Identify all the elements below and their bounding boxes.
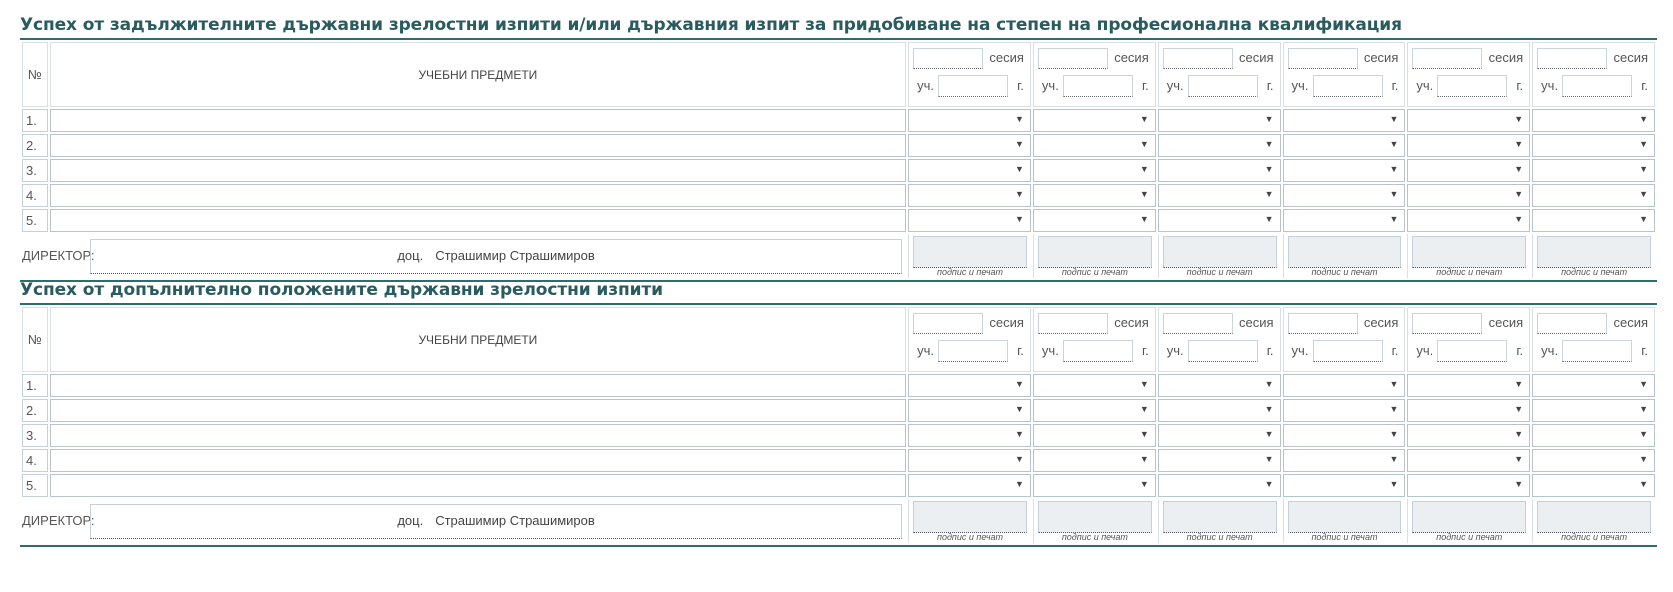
row-number: 5.	[22, 474, 48, 497]
caret-down-icon: ▼	[1015, 429, 1024, 439]
caret-down-icon: ▼	[1139, 164, 1149, 174]
grade-select[interactable]	[908, 399, 1031, 422]
row-number: 3.	[22, 159, 48, 182]
caret-down-icon: ▼	[1514, 454, 1524, 464]
session-label: сесия	[1363, 315, 1399, 330]
session-input[interactable]	[1288, 313, 1358, 334]
signature-caption: подпис и печат	[1311, 532, 1378, 542]
grade-select[interactable]	[1158, 424, 1281, 447]
grade-select[interactable]	[1283, 184, 1406, 207]
caret-down-icon: ▼	[1139, 189, 1149, 199]
subject-input[interactable]	[50, 209, 906, 232]
grade-select[interactable]	[1532, 184, 1655, 207]
caret-down-icon: ▼	[1264, 379, 1274, 389]
director-label: ДИРЕКТОР:	[22, 248, 95, 263]
caret-down-icon: ▼	[1015, 379, 1024, 389]
grade-select[interactable]	[1033, 424, 1156, 447]
session-label: сесия	[1363, 50, 1399, 65]
subject-input[interactable]	[50, 159, 906, 182]
signature-cell	[1532, 234, 1655, 278]
signature-caption: подпис и печат	[1061, 267, 1128, 277]
caret-down-icon: ▼	[1389, 114, 1399, 124]
school-year-prefix: уч.	[1166, 78, 1184, 93]
year-suffix: г.	[1017, 343, 1024, 358]
caret-down-icon: ▼	[1639, 404, 1648, 414]
signature-cell	[908, 499, 1031, 543]
caret-down-icon: ▼	[1389, 429, 1399, 439]
director-name-line	[91, 248, 901, 263]
subject-input[interactable]	[50, 374, 906, 397]
year-suffix: г.	[1141, 343, 1149, 358]
school-year-prefix: уч.	[1166, 343, 1184, 358]
session-input[interactable]	[913, 313, 983, 334]
caret-down-icon: ▼	[1514, 404, 1524, 414]
year-suffix: г.	[1266, 343, 1274, 358]
year-suffix: г.	[1516, 343, 1524, 358]
signature-cell	[1033, 499, 1156, 543]
session-label: сесия	[1488, 50, 1524, 65]
director-name: Страшимир Страшимиров	[435, 513, 595, 528]
session-header	[1407, 42, 1530, 107]
caret-down-icon: ▼	[1639, 139, 1648, 149]
caret-down-icon: ▼	[1389, 189, 1399, 199]
grade-select[interactable]	[1532, 134, 1655, 157]
row-number: 4.	[22, 449, 48, 472]
school-year-prefix: уч.	[917, 343, 934, 358]
grade-select[interactable]	[1283, 449, 1406, 472]
signature-field[interactable]	[1412, 236, 1526, 268]
session-header	[1407, 307, 1530, 372]
subject-input[interactable]	[50, 399, 906, 422]
signature-cell	[1283, 234, 1406, 278]
caret-down-icon: ▼	[1639, 454, 1648, 464]
session-header	[1283, 42, 1406, 107]
row-number: 4.	[22, 184, 48, 207]
grade-select[interactable]	[1407, 159, 1530, 182]
signature-field[interactable]	[1537, 501, 1651, 533]
caret-down-icon: ▼	[1514, 214, 1524, 224]
caret-down-icon: ▼	[1389, 139, 1399, 149]
school-year-input[interactable]	[1313, 340, 1383, 362]
signature-cell	[1033, 234, 1156, 278]
grade-select[interactable]	[1532, 374, 1655, 397]
grade-select[interactable]	[1283, 159, 1406, 182]
grade-select[interactable]	[1532, 449, 1655, 472]
exam-section	[20, 12, 1657, 282]
director-field[interactable]	[90, 239, 902, 274]
session-label: сесия	[1114, 315, 1149, 330]
school-year-input[interactable]	[1437, 75, 1507, 97]
school-year-input[interactable]	[1313, 75, 1383, 97]
school-year-prefix: уч.	[1041, 78, 1059, 93]
caret-down-icon: ▼	[1264, 214, 1274, 224]
table-row	[22, 449, 1655, 472]
school-year-input[interactable]	[938, 340, 1008, 362]
signature-field[interactable]	[1163, 501, 1277, 533]
caret-down-icon: ▼	[1264, 189, 1274, 199]
grade-select[interactable]	[1407, 474, 1530, 497]
caret-down-icon: ▼	[1139, 114, 1149, 124]
session-header	[908, 307, 1031, 372]
caret-down-icon: ▼	[1015, 164, 1024, 174]
session-header	[1532, 307, 1655, 372]
grade-select[interactable]	[1033, 474, 1156, 497]
row-number: 5.	[22, 209, 48, 232]
caret-down-icon: ▼	[1015, 404, 1024, 414]
signature-caption: подпис и печат	[937, 267, 1004, 277]
signature-cell	[1407, 234, 1530, 278]
school-year-input[interactable]	[1562, 340, 1632, 362]
grade-select[interactable]	[1158, 109, 1281, 132]
grade-select[interactable]	[1283, 109, 1406, 132]
caret-down-icon: ▼	[1639, 164, 1648, 174]
session-input[interactable]	[1537, 48, 1607, 69]
signature-cell	[1407, 499, 1530, 543]
caret-down-icon: ▼	[1639, 429, 1648, 439]
subject-input[interactable]	[50, 184, 906, 207]
caret-down-icon: ▼	[1139, 479, 1149, 489]
session-input[interactable]	[1537, 313, 1607, 334]
signature-caption: подпис и печат	[1186, 267, 1253, 277]
grade-select[interactable]	[1033, 134, 1156, 157]
grade-select[interactable]	[1158, 134, 1281, 157]
school-year-prefix: уч.	[1291, 78, 1309, 93]
exam-grid	[20, 303, 1657, 547]
signature-caption: подпис и печат	[1561, 267, 1628, 277]
grade-select[interactable]	[1033, 184, 1156, 207]
grade-select[interactable]	[1158, 399, 1281, 422]
session-label: сесия	[989, 50, 1024, 65]
school-year-prefix: уч.	[1291, 343, 1309, 358]
caret-down-icon: ▼	[1389, 214, 1399, 224]
caret-down-icon: ▼	[1389, 164, 1399, 174]
grade-select[interactable]	[1532, 109, 1655, 132]
caret-down-icon: ▼	[1514, 479, 1524, 489]
signature-field[interactable]	[1038, 501, 1152, 533]
session-header	[1033, 42, 1156, 107]
grade-select[interactable]	[1407, 109, 1530, 132]
table-row	[22, 159, 1655, 182]
school-year-input[interactable]	[1562, 75, 1632, 97]
session-header	[908, 42, 1031, 107]
school-year-input[interactable]	[1188, 340, 1258, 362]
director-cell	[22, 499, 906, 543]
school-year-prefix: уч.	[1541, 343, 1559, 358]
grade-select[interactable]	[1532, 474, 1655, 497]
signature-field[interactable]	[1038, 236, 1152, 268]
session-input[interactable]	[1038, 313, 1108, 334]
subject-input[interactable]	[50, 474, 906, 497]
year-suffix: г.	[1641, 78, 1648, 93]
year-suffix: г.	[1391, 343, 1399, 358]
year-suffix: г.	[1017, 78, 1024, 93]
director-name-line	[91, 513, 901, 528]
director-title: доц.	[397, 248, 424, 263]
row-number: 1.	[22, 374, 48, 397]
session-header	[1158, 307, 1281, 372]
caret-down-icon: ▼	[1514, 139, 1524, 149]
subject-input[interactable]	[50, 449, 906, 472]
signature-field[interactable]	[1537, 236, 1651, 268]
caret-down-icon: ▼	[1139, 379, 1149, 389]
session-header	[1033, 307, 1156, 372]
grade-select[interactable]	[908, 474, 1031, 497]
grade-select[interactable]	[1283, 399, 1406, 422]
signature-cell	[1158, 234, 1281, 278]
grade-select[interactable]	[908, 209, 1031, 232]
grade-select[interactable]	[1283, 474, 1406, 497]
signature-cell	[908, 234, 1031, 278]
signature-cell	[1532, 499, 1655, 543]
caret-down-icon: ▼	[1015, 189, 1024, 199]
number-header: №	[22, 307, 48, 372]
school-year-prefix: уч.	[917, 78, 934, 93]
table-row	[22, 424, 1655, 447]
grade-select[interactable]	[1283, 134, 1406, 157]
signature-caption: подпис и печат	[1061, 532, 1128, 542]
session-label: сесия	[1613, 50, 1648, 65]
session-label: сесия	[1239, 315, 1274, 330]
caret-down-icon: ▼	[1015, 139, 1024, 149]
row-number: 3.	[22, 424, 48, 447]
director-name: Страшимир Страшимиров	[435, 248, 595, 263]
grade-select[interactable]	[1532, 209, 1655, 232]
signature-field[interactable]	[913, 501, 1027, 533]
grade-select[interactable]	[1158, 374, 1281, 397]
signature-caption: подпис и печат	[1311, 267, 1378, 277]
caret-down-icon: ▼	[1015, 214, 1024, 224]
grade-select[interactable]	[1033, 449, 1156, 472]
year-suffix: г.	[1266, 78, 1274, 93]
grade-select[interactable]	[1407, 424, 1530, 447]
caret-down-icon: ▼	[1389, 454, 1399, 464]
session-input[interactable]	[913, 48, 983, 69]
caret-down-icon: ▼	[1514, 164, 1524, 174]
section-title: Успех от задължителните държавни зрелостни изпити и/или държавния изпит за придобиване на степен на професионална квалификация	[20, 15, 1402, 35]
grade-select[interactable]	[1283, 424, 1406, 447]
signature-field[interactable]	[1163, 236, 1277, 268]
session-input[interactable]	[1288, 48, 1358, 69]
grade-select[interactable]	[908, 184, 1031, 207]
signature-cell	[1283, 499, 1406, 543]
caret-down-icon: ▼	[1015, 454, 1024, 464]
session-label: сесия	[1114, 50, 1149, 65]
grade-select[interactable]	[908, 449, 1031, 472]
signature-field[interactable]	[1288, 236, 1402, 268]
director-field[interactable]	[90, 504, 902, 539]
year-suffix: г.	[1391, 78, 1399, 93]
grade-select[interactable]	[1158, 474, 1281, 497]
grade-select[interactable]	[1407, 209, 1530, 232]
caret-down-icon: ▼	[1514, 189, 1524, 199]
table-row	[22, 184, 1655, 207]
caret-down-icon: ▼	[1015, 479, 1024, 489]
grade-select[interactable]	[1033, 159, 1156, 182]
exam-section	[20, 277, 1657, 547]
subjects-header: УЧЕБНИ ПРЕДМЕТИ	[50, 307, 906, 372]
caret-down-icon: ▼	[1264, 454, 1274, 464]
signature-cell	[1158, 499, 1281, 543]
caret-down-icon: ▼	[1389, 379, 1399, 389]
caret-down-icon: ▼	[1639, 479, 1648, 489]
school-year-prefix: уч.	[1541, 78, 1559, 93]
session-input[interactable]	[1038, 48, 1108, 69]
year-suffix: г.	[1141, 78, 1149, 93]
session-label: сесия	[1239, 50, 1274, 65]
school-year-prefix: уч.	[1416, 343, 1434, 358]
school-year-prefix: уч.	[1041, 343, 1059, 358]
subject-input[interactable]	[50, 134, 906, 157]
grade-select[interactable]	[1158, 449, 1281, 472]
grade-select[interactable]	[1532, 159, 1655, 182]
caret-down-icon: ▼	[1264, 139, 1274, 149]
grade-select[interactable]	[1033, 399, 1156, 422]
grade-select[interactable]	[908, 159, 1031, 182]
table-row	[22, 209, 1655, 232]
school-year-prefix: уч.	[1416, 78, 1434, 93]
subject-input[interactable]	[50, 424, 906, 447]
school-year-input[interactable]	[938, 75, 1008, 97]
school-year-input[interactable]	[1063, 75, 1133, 97]
grade-select[interactable]	[908, 374, 1031, 397]
section-title: Успех от допълнително положените държавни зрелостни изпити	[20, 280, 663, 300]
grade-select[interactable]	[1407, 399, 1530, 422]
session-header	[1532, 42, 1655, 107]
grade-select[interactable]	[1532, 399, 1655, 422]
table-row	[22, 134, 1655, 157]
grade-select[interactable]	[908, 109, 1031, 132]
caret-down-icon: ▼	[1639, 214, 1648, 224]
school-year-input[interactable]	[1063, 340, 1133, 362]
grade-select[interactable]	[1158, 184, 1281, 207]
subjects-header: УЧЕБНИ ПРЕДМЕТИ	[50, 42, 906, 107]
caret-down-icon: ▼	[1514, 429, 1524, 439]
grade-select[interactable]	[1532, 424, 1655, 447]
caret-down-icon: ▼	[1139, 404, 1149, 414]
row-number: 2.	[22, 134, 48, 157]
session-label: сесия	[1613, 315, 1648, 330]
row-number: 1.	[22, 109, 48, 132]
table-row	[22, 374, 1655, 397]
caret-down-icon: ▼	[1639, 379, 1648, 389]
caret-down-icon: ▼	[1514, 379, 1524, 389]
caret-down-icon: ▼	[1264, 114, 1274, 124]
year-suffix: г.	[1516, 78, 1524, 93]
grade-select[interactable]	[1407, 184, 1530, 207]
grade-select[interactable]	[1033, 374, 1156, 397]
number-header: №	[22, 42, 48, 107]
caret-down-icon: ▼	[1639, 189, 1648, 199]
caret-down-icon: ▼	[1264, 404, 1274, 414]
caret-down-icon: ▼	[1139, 214, 1149, 224]
subject-input[interactable]	[50, 109, 906, 132]
grade-select[interactable]	[1407, 134, 1530, 157]
grade-select[interactable]	[1158, 159, 1281, 182]
caret-down-icon: ▼	[1389, 479, 1399, 489]
director-label: ДИРЕКТОР:	[22, 513, 95, 528]
signature-field[interactable]	[1288, 501, 1402, 533]
caret-down-icon: ▼	[1639, 114, 1648, 124]
caret-down-icon: ▼	[1015, 114, 1024, 124]
table-row	[22, 474, 1655, 497]
grade-select[interactable]	[1283, 209, 1406, 232]
caret-down-icon: ▼	[1514, 114, 1524, 124]
session-input[interactable]	[1163, 48, 1233, 69]
grade-select[interactable]	[908, 424, 1031, 447]
school-year-input[interactable]	[1188, 75, 1258, 97]
session-input[interactable]	[1412, 313, 1482, 334]
school-year-input[interactable]	[1437, 340, 1507, 362]
session-header	[1283, 307, 1406, 372]
grade-select[interactable]	[1407, 374, 1530, 397]
session-header	[1158, 42, 1281, 107]
director-title: доц.	[397, 513, 424, 528]
session-input[interactable]	[1163, 313, 1233, 334]
caret-down-icon: ▼	[1139, 139, 1149, 149]
table-row	[22, 399, 1655, 422]
signature-caption: подпис и печат	[1186, 532, 1253, 542]
session-label: сесия	[989, 315, 1024, 330]
grade-select[interactable]	[1407, 449, 1530, 472]
signature-caption: подпис и печат	[1436, 532, 1503, 542]
grade-select[interactable]	[1158, 209, 1281, 232]
year-suffix: г.	[1641, 343, 1648, 358]
signature-field[interactable]	[1412, 501, 1526, 533]
session-input[interactable]	[1412, 48, 1482, 69]
grade-select[interactable]	[1033, 109, 1156, 132]
caret-down-icon: ▼	[1264, 479, 1274, 489]
caret-down-icon: ▼	[1264, 164, 1274, 174]
director-cell	[22, 234, 906, 278]
caret-down-icon: ▼	[1139, 429, 1149, 439]
session-label: сесия	[1488, 315, 1524, 330]
caret-down-icon: ▼	[1264, 429, 1274, 439]
table-row	[22, 109, 1655, 132]
signature-caption: подпис и печат	[1561, 532, 1628, 542]
grade-select[interactable]	[1283, 374, 1406, 397]
row-number: 2.	[22, 399, 48, 422]
signature-field[interactable]	[913, 236, 1027, 268]
exam-grid	[20, 38, 1657, 282]
grade-select[interactable]	[1033, 209, 1156, 232]
caret-down-icon: ▼	[1389, 404, 1399, 414]
caret-down-icon: ▼	[1139, 454, 1149, 464]
grade-select[interactable]	[908, 134, 1031, 157]
signature-caption: подпис и печат	[1436, 267, 1503, 277]
signature-caption: подпис и печат	[937, 532, 1004, 542]
